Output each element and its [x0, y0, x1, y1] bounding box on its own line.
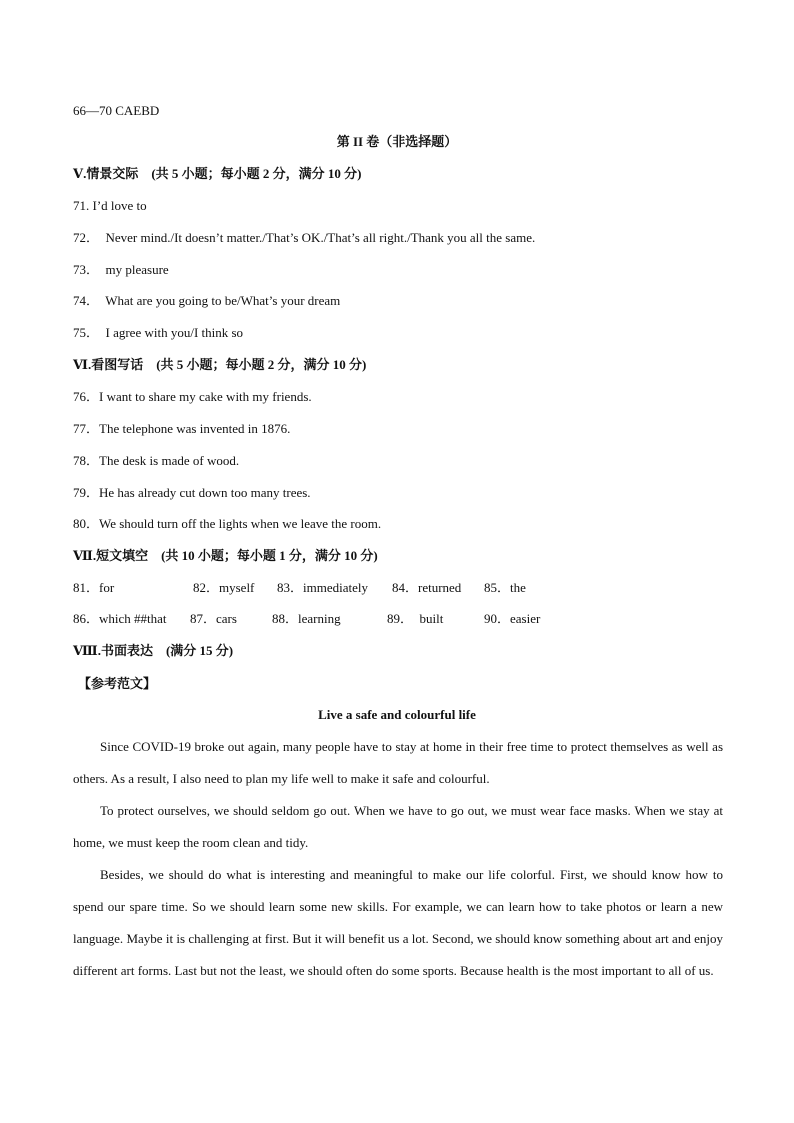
part2-title: 第 II 卷（非选择题）: [336, 134, 458, 149]
answer-82: 82．myself: [193, 580, 255, 595]
answer-71: 71. I’d love to: [73, 198, 147, 213]
essay-title: Live a safe and colourful life: [318, 707, 476, 722]
answer-85: 85．the: [484, 580, 526, 595]
answer-78: 78．The desk is made of wood.: [73, 453, 240, 468]
answer-77: 77．The telephone was invented in 1876.: [73, 421, 291, 436]
answer-90: 90．easier: [484, 611, 541, 626]
answers-66-70: 66—70 CAEBD: [73, 103, 160, 118]
essay-body: [73, 731, 723, 987]
essay-paragraph-1: Since COVID-19 broke out again, many people have to stay at home in their free time to protect themselves as well as others. As a result, I also need to plan my life well to make it safe and colourful.: [73, 739, 723, 786]
answer-73: 73． my pleasure: [73, 262, 169, 277]
answer-86: 86．which ##that: [73, 611, 167, 626]
answer-81: 81．for: [73, 580, 115, 595]
answer-76: 76．I want to share my cake with my friends.: [73, 389, 312, 404]
answer-79: 79．He has already cut down too many trees.: [73, 485, 311, 500]
answer-80: 80．We should turn off the lights when we leave the room.: [73, 516, 382, 531]
reference-essay-label: 【参考范文】: [78, 676, 157, 691]
section-8-heading: Ⅷ.书面表达 (满分 15 分): [73, 643, 234, 658]
answer-83: 83．immediately: [277, 580, 368, 595]
section-7-heading: Ⅶ.短文填空 (共 10 小题；每小题 1 分，满分 10 分): [73, 548, 378, 563]
section-6-heading: Ⅵ.看图写话 (共 5 小题；每小题 2 分，满分 10 分): [73, 357, 367, 372]
answer-88: 88．learning: [272, 611, 341, 626]
answer-89: 89． built: [387, 611, 444, 626]
answer-72: 72． Never mind./It doesn’t matter./That’s OK./That’s all right./Thank you all the same.: [73, 230, 536, 245]
section-5-heading: Ⅴ.情景交际 (共 5 小题；每小题 2 分，满分 10 分): [73, 166, 362, 181]
answer-74: 74． What are you going to be/What’s your dream: [73, 293, 341, 308]
answer-84: 84．returned: [392, 580, 462, 595]
essay-paragraph-3: Besides, we should do what is interesting and meaningful to make our life colorful. First, we should know how to spend our spare time. So we should learn some new skills. For example, we can learn how to take photos or learn a new language. Maybe it is challenging at first. But it will benefit us a lot. Second, we should know something about art and enjoy different art forms. Last but not the least, we should often do some sports. Because health is the most important to all of us.: [73, 867, 723, 978]
essay-paragraph-2: To protect ourselves, we should seldom go out. When we have to go out, we must wear face masks. When we stay at home, we must keep the room clean and tidy.: [73, 803, 723, 850]
answer-87: 87．cars: [190, 611, 237, 626]
answer-75: 75． I agree with you/I think so: [73, 325, 244, 340]
